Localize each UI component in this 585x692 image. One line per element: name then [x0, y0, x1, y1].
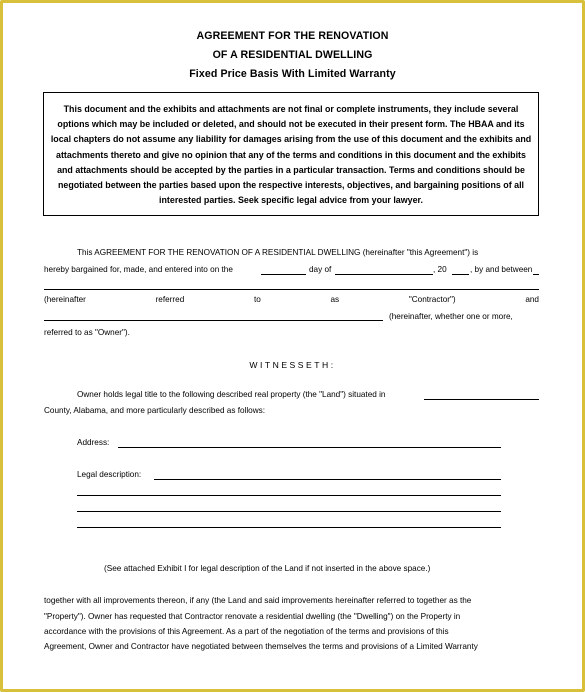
- legal-description-field-line2[interactable]: [77, 495, 501, 496]
- land-line2: County, Alabama, and more particularly described as follows:: [44, 406, 266, 415]
- preamble-word: and: [525, 295, 539, 304]
- legal-description-field-line4[interactable]: [77, 527, 501, 528]
- blank-county-field[interactable]: [424, 399, 539, 400]
- document-title-line2: OF A RESIDENTIAL DWELLING: [212, 49, 373, 61]
- disclaimer-text: This document and the exhibits and attachments are not final or complete instruments, they include several options which may be included or deleted, and should not be executed in their present form. The HBAA and its local chapters do not assume any liability for damages arising from the use of this document and the exhibits and attachments thereto and give no opinion that any of the terms and conditions in this document and the exhibits and attachments should be accepted by the parties in a particular transaction. Terms and conditions should be negotiated between the parties based upon the respective interests, objectives, and bargaining positions of all interested parties. Seek specific legal advice from your lawyer.: [50, 104, 532, 206]
- blank-day-field[interactable]: [261, 274, 306, 275]
- preamble-word: as: [330, 295, 340, 304]
- witnesseth-heading: WITNESSETH:: [249, 360, 336, 370]
- closing-line3: accordance with the provisions of this Agreement. As a part of the negotiation of the terms and provisions of this: [44, 627, 449, 636]
- preamble-line2-part1: hereby bargained for, made, and entered into on the: [44, 265, 233, 274]
- legal-description-field-line3[interactable]: [77, 511, 501, 512]
- preamble-line4: (hereinafter, whether one or more,: [389, 312, 513, 321]
- blank-owner-name-field[interactable]: [44, 320, 383, 321]
- closing-line1: together with all improvements thereon, if any (the Land and said improvements hereinafter referred to together as the: [44, 596, 472, 605]
- address-field[interactable]: [118, 447, 501, 448]
- blank-party-start: [533, 274, 539, 275]
- preamble-line2-part4: , by and between: [470, 265, 533, 274]
- blank-month-field[interactable]: [335, 274, 433, 275]
- closing-line4: Agreement, Owner and Contractor have negotiated between themselves the terms and provisions of a Limited Warranty: [44, 642, 478, 651]
- document-title-line1: AGREEMENT FOR THE RENOVATION: [196, 30, 389, 42]
- preamble-word: referred: [155, 295, 185, 304]
- preamble-line3: [44, 295, 539, 304]
- preamble-line2-part3: , 20: [433, 265, 447, 274]
- document-subtitle: Fixed Price Basis With Limited Warranty: [189, 68, 396, 80]
- blank-year-field[interactable]: [452, 274, 469, 275]
- blank-contractor-name-field[interactable]: [44, 289, 539, 290]
- disclaimer-box: [43, 92, 539, 216]
- preamble-word: (hereinafter: [44, 295, 86, 304]
- preamble-word: "Contractor"): [408, 295, 456, 304]
- closing-line2: "Property"). Owner has requested that Contractor renovate a residential dwelling (the "Dwelling") on the Property in: [44, 612, 461, 621]
- preamble-line5: referred to as "Owner").: [44, 328, 130, 337]
- legal-description-label: Legal description:: [77, 470, 142, 479]
- legal-description-field-line1[interactable]: [154, 479, 501, 480]
- address-label: Address:: [77, 438, 110, 447]
- preamble-line1: This AGREEMENT FOR THE RENOVATION OF A RESIDENTIAL DWELLING (hereinafter "this Agreement") is: [77, 248, 479, 257]
- land-line1: Owner holds legal title to the following described real property (the "Land") situated in: [77, 390, 386, 399]
- preamble-word: to: [253, 295, 261, 304]
- preamble-line2-part2: day of: [309, 265, 332, 274]
- exhibit-note: (See attached Exhibit I for legal description of the Land if not inserted in the above space.): [104, 564, 431, 573]
